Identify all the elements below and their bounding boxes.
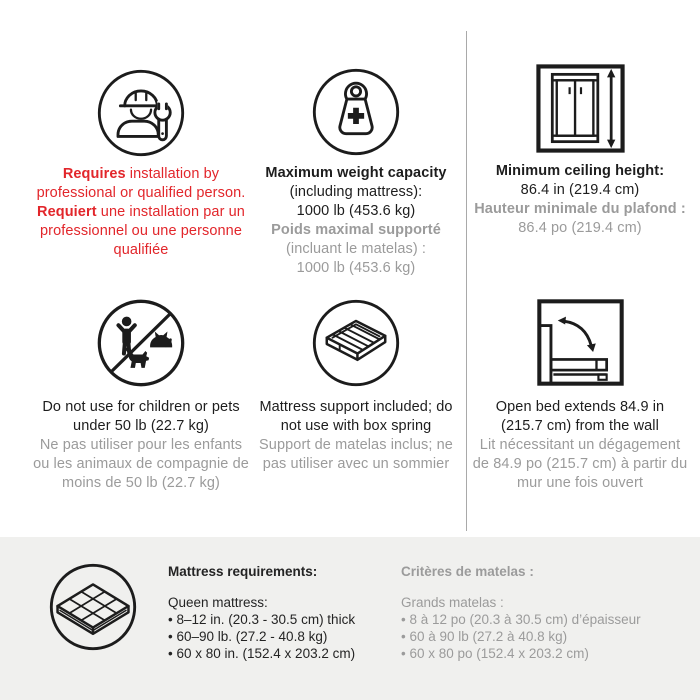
panel-support-caption: [231, 398, 481, 474]
caption-segment: Requiert: [37, 204, 97, 220]
list-item: • 60 x 80 in. (152.4 x 203.2 cm): [168, 645, 355, 662]
list-item: • 8 à 12 po (20.3 à 30.5 cm) d’épaisseur: [401, 611, 641, 628]
mattress-requirements-title-fr: Critères de matelas :: [401, 564, 534, 579]
list-item: • 60–90 lb. (27.2 - 40.8 kg): [168, 628, 355, 645]
panel-no-children-pets: [16, 297, 266, 493]
panel-ceiling-height: [455, 61, 700, 238]
installer-icon: [16, 67, 266, 159]
caption-line: Support de matelas inclus; ne: [259, 437, 453, 453]
caption-line: 86.4 po (219.4 cm): [518, 220, 642, 236]
caption-line: [16, 203, 266, 222]
mattress-requirements-section: [0, 537, 700, 700]
caption-line: 86.4 in (219.4 cm): [520, 182, 640, 198]
panel-weight-capacity: [231, 66, 481, 278]
caption-line: Open bed extends 84.9 in: [495, 399, 665, 415]
caption-line: Do not use for children or pets: [42, 399, 240, 415]
panel-mattress-support: [231, 297, 481, 474]
list-item: • 60 à 90 lb (27.2 à 40.8 kg): [401, 628, 641, 645]
caption-line: 1000 lb (453.6 kg): [296, 203, 416, 219]
mattress-subtitle-en: Queen mattress:: [168, 595, 268, 610]
list-item: • 8–12 in. (20.3 - 30.5 cm) thick: [168, 611, 355, 628]
caption-line: pas utiliser avec un sommier: [262, 456, 450, 472]
open-bed-icon: [455, 296, 700, 389]
caption-line: moins de 50 lb (22.7 kg): [62, 475, 220, 491]
mattress-requirements-title-en: Mattress requirements:: [168, 564, 318, 579]
caption-line: qualifiée: [113, 242, 169, 258]
caption-line: not use with box spring: [280, 418, 432, 434]
caption-line: mur une fois ouvert: [516, 475, 643, 491]
panel-children-caption: [16, 398, 266, 493]
mattress-requirements-en: [168, 563, 355, 662]
caption-line: Ne pas utiliser pour les enfants: [39, 437, 243, 453]
no-children-pets-icon: [16, 297, 266, 389]
caption-line: (incluant le matelas) :: [285, 241, 427, 257]
panel-open-bed: [455, 296, 700, 493]
caption-line: (215.7 cm) from the wall: [501, 418, 659, 434]
panel-installation: [16, 67, 266, 260]
weight-capacity-icon: [231, 66, 481, 158]
panel-ceiling-caption: [455, 162, 700, 238]
mattress-requirements-fr: [401, 563, 641, 662]
caption-line: professionnel ou une personne: [39, 223, 243, 239]
mattress-icon: [47, 561, 139, 653]
mattress-subtitle-fr: Grands matelas :: [401, 595, 504, 610]
mattress-list-fr: [401, 611, 641, 662]
caption-segment: une installation par un: [96, 204, 245, 220]
list-item: • 60 x 80 po (152.4 x 203.2 cm): [401, 645, 641, 662]
mattress-list-en: [168, 611, 355, 662]
caption-line: professional or qualified person.: [36, 185, 246, 201]
caption-line: under 50 lb (22.7 kg): [73, 418, 209, 434]
caption-line: Lit nécessitant un dégagement: [479, 437, 681, 453]
panel-weight-caption: [231, 164, 481, 278]
caption-line: Minimum ceiling height:: [495, 163, 665, 179]
caption-line: 1000 lb (453.6 kg): [296, 260, 416, 276]
caption-segment: installation by: [125, 166, 220, 182]
caption-line: [16, 165, 266, 184]
caption-line: Maximum weight capacity: [265, 165, 447, 181]
mattress-support-icon: [231, 297, 481, 389]
caption-line: (including mattress):: [289, 184, 423, 200]
panel-open-bed-caption: [455, 398, 700, 493]
caption-line: Mattress support included; do: [259, 399, 453, 415]
caption-segment: Requires: [62, 166, 126, 182]
caption-line: Hauteur minimale du plafond :: [474, 201, 686, 217]
caption-line: ou les animaux de compagnie de: [33, 456, 249, 472]
ceiling-height-icon: [455, 61, 700, 156]
panel-installation-caption: [16, 165, 266, 260]
caption-line: de 84.9 po (215.7 cm) à partir du: [472, 456, 688, 472]
caption-line: Poids maximal supporté: [271, 222, 441, 238]
